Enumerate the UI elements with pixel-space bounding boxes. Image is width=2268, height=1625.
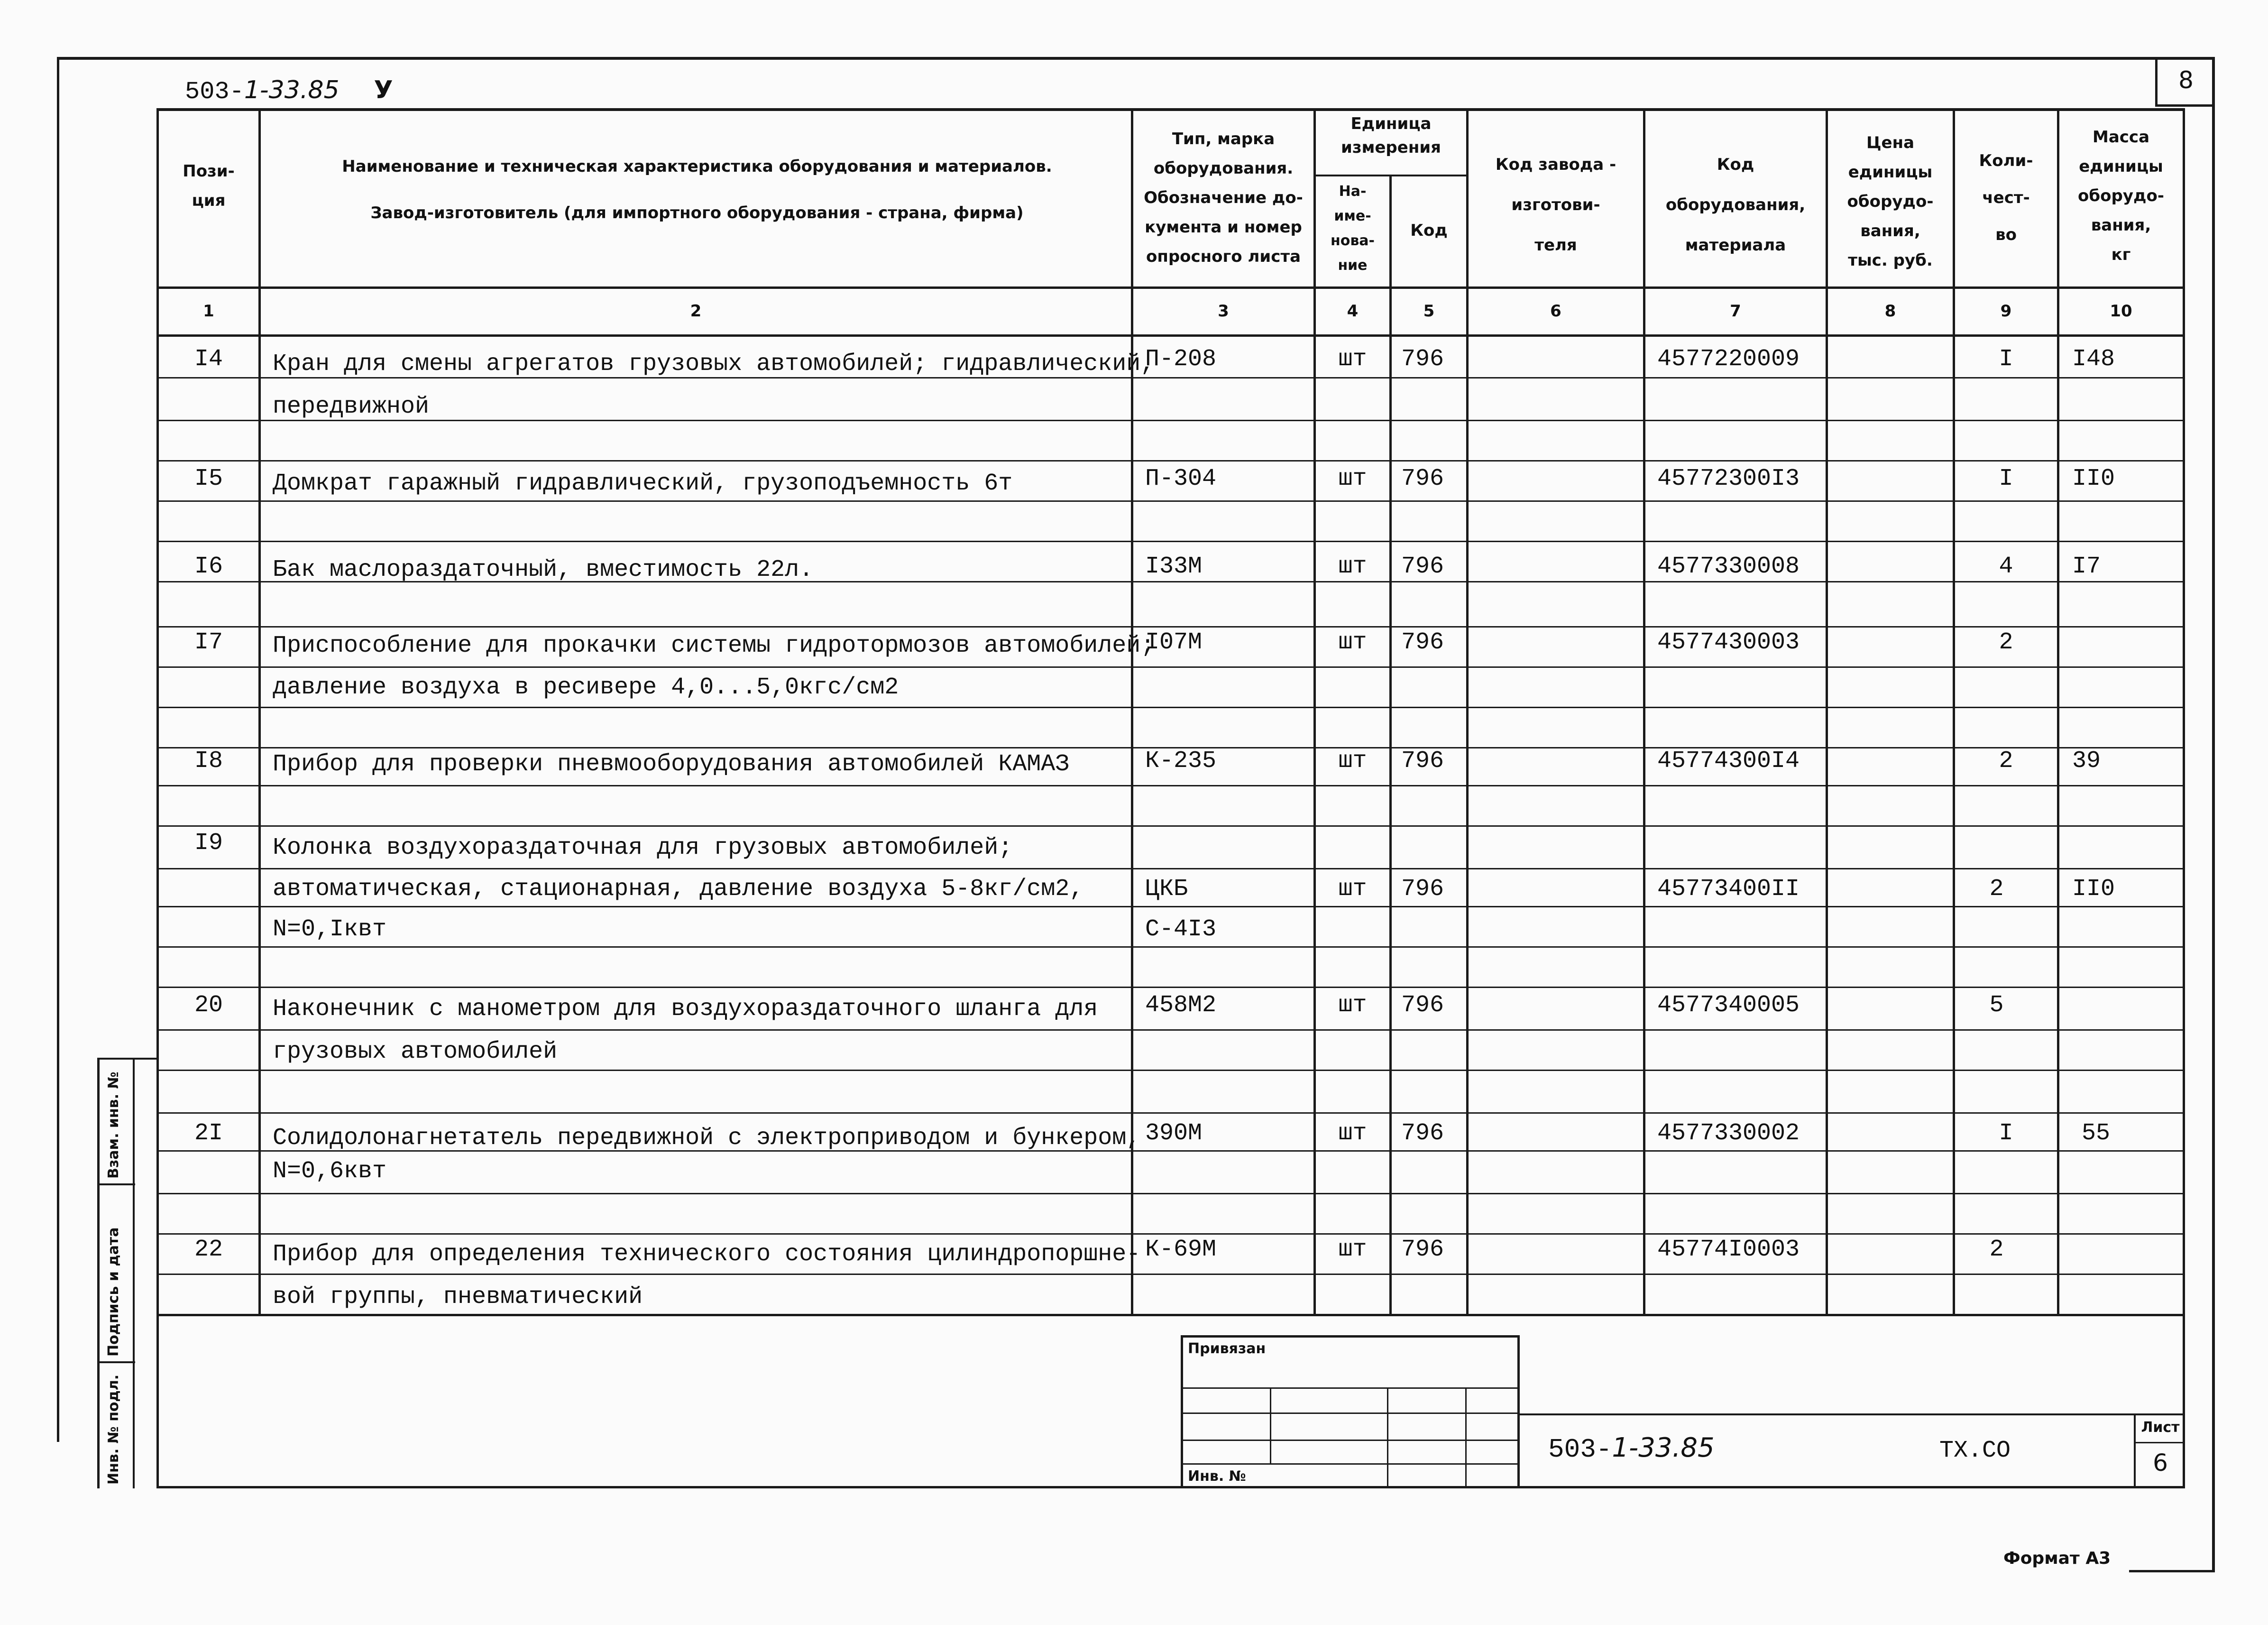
row-name-line: вой группы, пневматический xyxy=(273,1283,643,1311)
col-header-price: Цена единицы оборудо- вания, тыс. руб. xyxy=(1847,133,1934,270)
row-unit-code: 796 xyxy=(1401,748,1444,775)
row-position: I5 xyxy=(194,465,223,492)
stamp-bottom-line xyxy=(156,1486,2185,1488)
row-type: I33М xyxy=(1145,553,1203,580)
row-position: I6 xyxy=(194,553,223,580)
row-quantity: I xyxy=(1999,1120,2013,1147)
row-position: 22 xyxy=(194,1236,223,1263)
header-doc-mark: У xyxy=(374,76,393,104)
stamp-privyazan: Привязан xyxy=(1188,1340,1266,1357)
side-label-vzam-inv: Взам. инв. № xyxy=(105,1071,122,1179)
row-unit: шт xyxy=(1338,629,1367,656)
frame-right xyxy=(2212,57,2215,1572)
row-unit: шт xyxy=(1338,465,1367,492)
stamp-doc-code xyxy=(1548,1432,1715,1465)
col-header-name-a: Наименование и техническая характеристика оборудования и материалов. xyxy=(342,157,1052,176)
row-unit-code: 796 xyxy=(1401,876,1444,903)
row-position: 20 xyxy=(194,992,223,1019)
row-mass: 39 xyxy=(2072,748,2101,775)
top-sheet-number: 8 xyxy=(2178,66,2194,94)
row-quantity: 4 xyxy=(1999,553,2013,580)
row-unit-code: 796 xyxy=(1401,553,1444,580)
row-unit: шт xyxy=(1338,1236,1367,1263)
col-header-quantity: Коли- чест- во xyxy=(1979,151,2033,244)
row-unit: шт xyxy=(1338,876,1367,903)
row-name-line: Колонка воздухораздаточная для грузовых автомобилей; xyxy=(273,834,1013,861)
row-quantity: 2 xyxy=(1989,876,2004,903)
stamp-mark: ТХ.СО xyxy=(1939,1437,2011,1464)
row-name-line: Кран для смены агрегатов грузовых автомобилей; гидравлический, xyxy=(273,351,1155,378)
row-name-line: передвижной xyxy=(273,393,430,420)
row-equipment-code: 45773400II xyxy=(1657,876,1800,903)
row-quantity: I xyxy=(1999,465,2013,492)
row-name-line: Домкрат гаражный гидравлический, грузоподъемность 6т xyxy=(273,470,1013,497)
row-name-line: Прибор для определения технического состояния цилиндропоршне- xyxy=(273,1241,1141,1268)
row-quantity: 2 xyxy=(1999,629,2013,656)
row-name-line: Прибор для проверки пневмооборудования автомобилей КАМАЗ xyxy=(273,751,1070,778)
col-header-type: Тип, марка оборудования. Обозначение до- кумента и номер опросного листа xyxy=(1144,129,1303,266)
row-equipment-code: 4577430003 xyxy=(1657,629,1800,656)
table-bottom xyxy=(156,1314,2185,1316)
row-name-line: Бак маслораздаточный, вместимость 22л. xyxy=(273,556,814,583)
stamp-inv-no: Инв. № xyxy=(1188,1468,1246,1485)
row-quantity: 2 xyxy=(1989,1236,2004,1263)
col-header-factory-code: Код завода - изготови- теля xyxy=(1495,155,1616,255)
row-quantity: 5 xyxy=(1989,992,2004,1019)
row-unit: шт xyxy=(1338,748,1367,775)
side-label-podpis-data: Подпись и дата xyxy=(105,1227,122,1357)
row-type: П-208 xyxy=(1145,346,1217,373)
row-type: П-304 xyxy=(1145,465,1217,492)
row-type: К-69М xyxy=(1145,1236,1217,1263)
col-number-1: 1 xyxy=(203,302,214,321)
row-type: ЦКБ xyxy=(1145,876,1188,903)
frame-bottom-right xyxy=(2129,1570,2214,1572)
row-equipment-code: 45772300I3 xyxy=(1657,465,1800,492)
row-unit-code: 796 xyxy=(1401,1120,1444,1147)
row-quantity: I xyxy=(1999,346,2013,373)
col-number-2: 2 xyxy=(690,302,702,321)
header-doc-code xyxy=(185,76,393,106)
row-name-line: N=0,6квт xyxy=(273,1158,387,1185)
row-name-line: Наконечник с манометром для воздухораздаточного шланга для xyxy=(273,996,1098,1023)
row-unit-code: 796 xyxy=(1401,465,1444,492)
stamp-sheet-label: Лист xyxy=(2141,1419,2180,1436)
row-mass: I7 xyxy=(2072,553,2101,580)
row-name-line: Приспособление для прокачки системы гидротормозов автомобилей; xyxy=(273,632,1155,659)
row-unit: шт xyxy=(1338,1120,1367,1147)
col-header-unit-name: На- име- нова- ние xyxy=(1330,183,1375,274)
side-label-inv-podl: Инв. № подл. xyxy=(105,1374,122,1485)
row-mass: I48 xyxy=(2072,346,2115,373)
row-equipment-code: 4577330008 xyxy=(1657,553,1800,580)
row-type: 390М xyxy=(1145,1120,1203,1147)
row-unit-code: 796 xyxy=(1401,629,1444,656)
row-equipment-code: 45774300I4 xyxy=(1657,748,1800,775)
row-position: 2I xyxy=(194,1120,223,1147)
row-unit: шт xyxy=(1338,346,1367,373)
col-number-7: 7 xyxy=(1730,302,1741,321)
col-header-position: Пози- ция xyxy=(183,162,235,210)
table-top xyxy=(156,108,2185,111)
row-name-line: автоматическая, стационарная, давление воздуха 5-8кг/см2, xyxy=(273,876,1084,903)
row-equipment-code: 4577220009 xyxy=(1657,346,1800,373)
header-doc-code-printed: 503- xyxy=(185,78,244,106)
col-number-8: 8 xyxy=(1884,302,1896,321)
header-doc-code-hand: 1-33.85 xyxy=(244,76,340,104)
col-number-3: 3 xyxy=(1218,302,1229,321)
col-number-4: 4 xyxy=(1347,302,1359,321)
row-unit-code: 796 xyxy=(1401,1236,1444,1263)
row-unit-code: 796 xyxy=(1401,992,1444,1019)
col-number-10: 10 xyxy=(2110,302,2132,321)
row-mass: II0 xyxy=(2072,876,2115,903)
row-name-line: N=0,Iквт xyxy=(273,916,387,943)
row-name-line: грузовых автомобилей xyxy=(273,1038,558,1065)
col-number-9: 9 xyxy=(2000,302,2012,321)
row-equipment-code: 4577340005 xyxy=(1657,992,1800,1019)
row-position: I7 xyxy=(194,629,223,656)
row-position: I8 xyxy=(194,748,223,775)
row-type: К-235 xyxy=(1145,748,1217,775)
row-name-line: Солидолонагнетатель передвижной с электроприводом и бункером, xyxy=(273,1125,1141,1152)
col-header-mass: Масса единицы оборудо- вания, кг xyxy=(2078,128,2164,264)
col-number-6: 6 xyxy=(1550,302,1561,321)
frame-top xyxy=(57,57,2214,60)
row-equipment-code: 4577330002 xyxy=(1657,1120,1800,1147)
row-position: I4 xyxy=(194,346,223,373)
row-unit: шт xyxy=(1338,992,1367,1019)
row-quantity: 2 xyxy=(1999,748,2013,775)
row-mass: II0 xyxy=(2072,465,2115,492)
row-type: С-4I3 xyxy=(1145,916,1217,943)
stamp-doc-code-hand: 1-33.85 xyxy=(1612,1432,1715,1463)
col-number-5: 5 xyxy=(1423,302,1435,321)
col-header-unit-group: Единица измерения xyxy=(1341,114,1441,157)
col-header-equipment-code: Код оборудования, материала xyxy=(1665,155,1806,255)
col-header-name-b: Завод-изготовитель (для импортного оборудования - страна, фирма) xyxy=(370,203,1024,222)
row-equipment-code: 45774I0003 xyxy=(1657,1236,1800,1263)
row-position: I9 xyxy=(194,830,223,857)
row-mass: 55 xyxy=(2082,1120,2111,1147)
row-type: I07М xyxy=(1145,629,1203,656)
col-header-unit-code: Код xyxy=(1410,221,1448,240)
row-type: 458М2 xyxy=(1145,992,1217,1019)
format-label: Формат А3 xyxy=(2003,1549,2111,1568)
row-name-line: давление воздуха в ресивере 4,0...5,0кгс/см2 xyxy=(273,674,899,701)
row-unit-code: 796 xyxy=(1401,346,1444,373)
stamp-doc-code-printed: 503- xyxy=(1548,1434,1612,1465)
frame-left xyxy=(57,57,59,1442)
row-unit: шт xyxy=(1338,553,1367,580)
stamp-sheet-number: 6 xyxy=(2153,1449,2168,1477)
